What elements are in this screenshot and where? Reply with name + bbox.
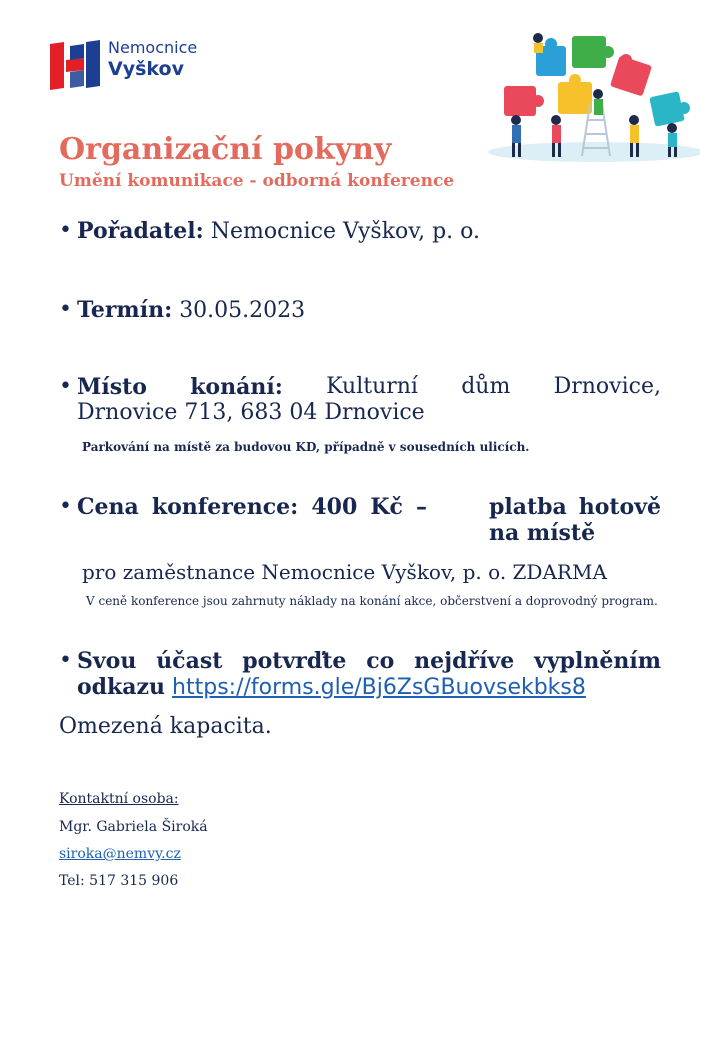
- venue-label-1: Místo: [77, 374, 147, 400]
- registration-form-link[interactable]: https://forms.gle/Bj6ZsGBuovsekbks8: [172, 675, 586, 700]
- confirm-word-6: vyplněním: [534, 648, 661, 674]
- organizer-label: Pořadatel:: [77, 218, 204, 244]
- confirm-word-5: nejdříve: [414, 648, 515, 674]
- price-item: [59, 494, 661, 546]
- price-amount: 400: [311, 494, 358, 520]
- venue-item: [59, 374, 661, 426]
- price-word-1: Cena: [77, 494, 139, 520]
- contact-phone: Tel: 517 315 906: [59, 873, 179, 889]
- logo-text-line1: Nemocnice: [108, 38, 198, 57]
- parking-note: Parkování na místě za budovou KD, případně v sousedních ulicích.: [82, 440, 530, 454]
- hospital-logo: [48, 36, 208, 96]
- confirm-word-1: Svou: [77, 648, 137, 674]
- date-item: [59, 297, 661, 324]
- price-includes-note: V ceně konference jsou zahrnuty náklady na konání akce, občerstvení a doprovodný program.: [86, 594, 658, 608]
- payment-line-2: na místě: [489, 520, 596, 546]
- staff-free-note: pro zaměstnance Nemocnice Vyškov, p. o. ZDARMA: [82, 560, 607, 584]
- venue-label-2: konání:: [190, 374, 283, 400]
- date-label: Termín:: [77, 297, 173, 323]
- bullet-icon: •: [59, 218, 72, 243]
- price-currency: Kč: [370, 494, 403, 520]
- puzzle-people-illustration-icon: [486, 24, 700, 166]
- organizer-value: Nemocnice Vyškov, p. o.: [210, 219, 481, 244]
- confirm-word-7: odkazu: [77, 674, 166, 700]
- bullet-icon: •: [59, 297, 72, 322]
- confirm-word-2: účast: [156, 648, 223, 674]
- payment-word-1: platba: [489, 494, 567, 520]
- page-subtitle: Umění komunikace - odborná konference: [59, 171, 455, 191]
- contact-name: Mgr. Gabriela Široká: [59, 819, 208, 835]
- bullet-icon: •: [59, 374, 72, 399]
- confirm-word-3: potvrďte: [242, 648, 347, 674]
- venue-address: Drnovice 713, 683 04 Drnovice: [77, 400, 425, 425]
- confirm-item: [59, 648, 661, 701]
- date-value: 30.05.2023: [179, 298, 306, 323]
- organizer-item: [59, 218, 661, 245]
- bullet-icon: •: [59, 494, 72, 519]
- price-word-2: konference:: [151, 494, 299, 520]
- venue-word-1: Kulturní: [326, 374, 418, 399]
- capacity-note: Omezená kapacita.: [59, 714, 272, 739]
- price-dash: –: [415, 494, 427, 520]
- confirm-word-4: co: [366, 648, 395, 674]
- contact-email-link[interactable]: siroka@nemvy.cz: [59, 846, 181, 862]
- venue-word-2: dům: [461, 374, 511, 399]
- hospital-h-logo-icon: [48, 38, 102, 92]
- venue-word-3: Drnovice,: [553, 374, 661, 399]
- page-title: Organizační pokyny: [59, 132, 392, 167]
- logo-text-line2: Vyškov: [108, 58, 184, 80]
- contact-label: Kontaktní osoba:: [59, 791, 179, 807]
- bullet-icon: •: [59, 648, 72, 673]
- payment-word-2: hotově: [578, 494, 661, 520]
